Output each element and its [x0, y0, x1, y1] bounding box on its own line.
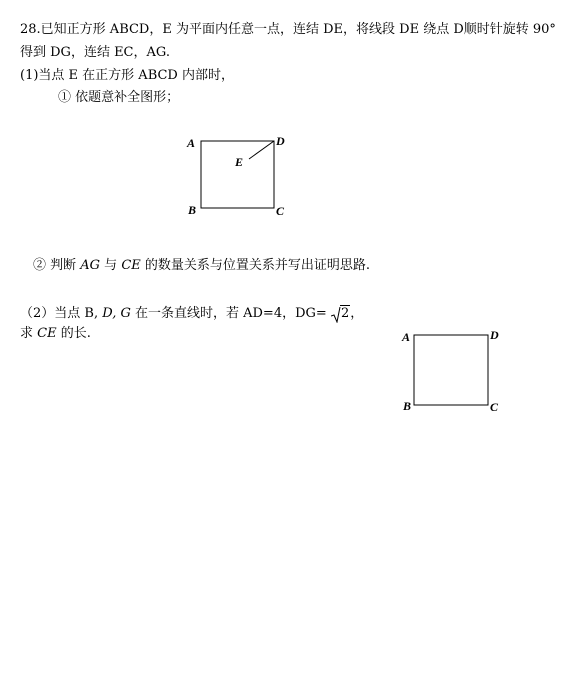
sqrt-expression: [331, 306, 350, 322]
point-g: G: [120, 306, 131, 321]
part2-line-1: [20, 306, 363, 322]
fig1-label-e: E: [235, 155, 244, 169]
part1-item2-prefix: ② 判断: [33, 258, 81, 273]
part2-line2-suffix: 的长.: [56, 326, 91, 341]
part1-item2-mid: 与: [100, 258, 122, 273]
fig2-label-c: C: [490, 400, 499, 414]
radicand: 2: [340, 306, 350, 321]
point-d: D,: [102, 306, 117, 321]
fig1-label-a: A: [187, 136, 196, 150]
part2-mid: 在一条直线时，若 AD=4，DG=: [130, 306, 331, 321]
part2-prefix: （2）当点 B,: [20, 306, 103, 321]
problem-line-2: 得到 DG，连结 EC，AG.: [20, 45, 170, 60]
part1-item2-suffix: 的数量关系与位置关系并写出证明思路.: [140, 258, 371, 273]
part1-item-2: [33, 258, 370, 274]
segment-ce: CE: [121, 258, 141, 273]
figure-1-square-with-point-e: [180, 128, 300, 223]
problem-line-1: 28.已知正方形 ABCD，E 为平面内任意一点，连结 DE，将线段 DE 绕点 D顺时针旋转 90°: [20, 22, 556, 37]
fig2-label-b: B: [403, 399, 412, 413]
fig2-label-a: A: [402, 330, 411, 344]
fig2-label-d: D: [490, 328, 499, 342]
fig1-label-c: C: [276, 204, 285, 218]
fig1-label-b: B: [188, 203, 197, 217]
part2-end: ，: [350, 306, 364, 321]
radical-sign-icon: [331, 307, 341, 323]
fig1-label-d: D: [276, 134, 285, 148]
segment-ag: AG: [80, 258, 101, 273]
figure-2-square: [397, 322, 517, 417]
segment-ce-2: CE: [37, 326, 57, 341]
part2-line-2: [20, 326, 91, 342]
part1-header: (1)当点 E 在正方形 ABCD 内部时，: [20, 68, 234, 83]
part1-item-1: ① 依题意补全图形；: [58, 90, 180, 105]
part2-line2-prefix: 求: [20, 326, 38, 341]
